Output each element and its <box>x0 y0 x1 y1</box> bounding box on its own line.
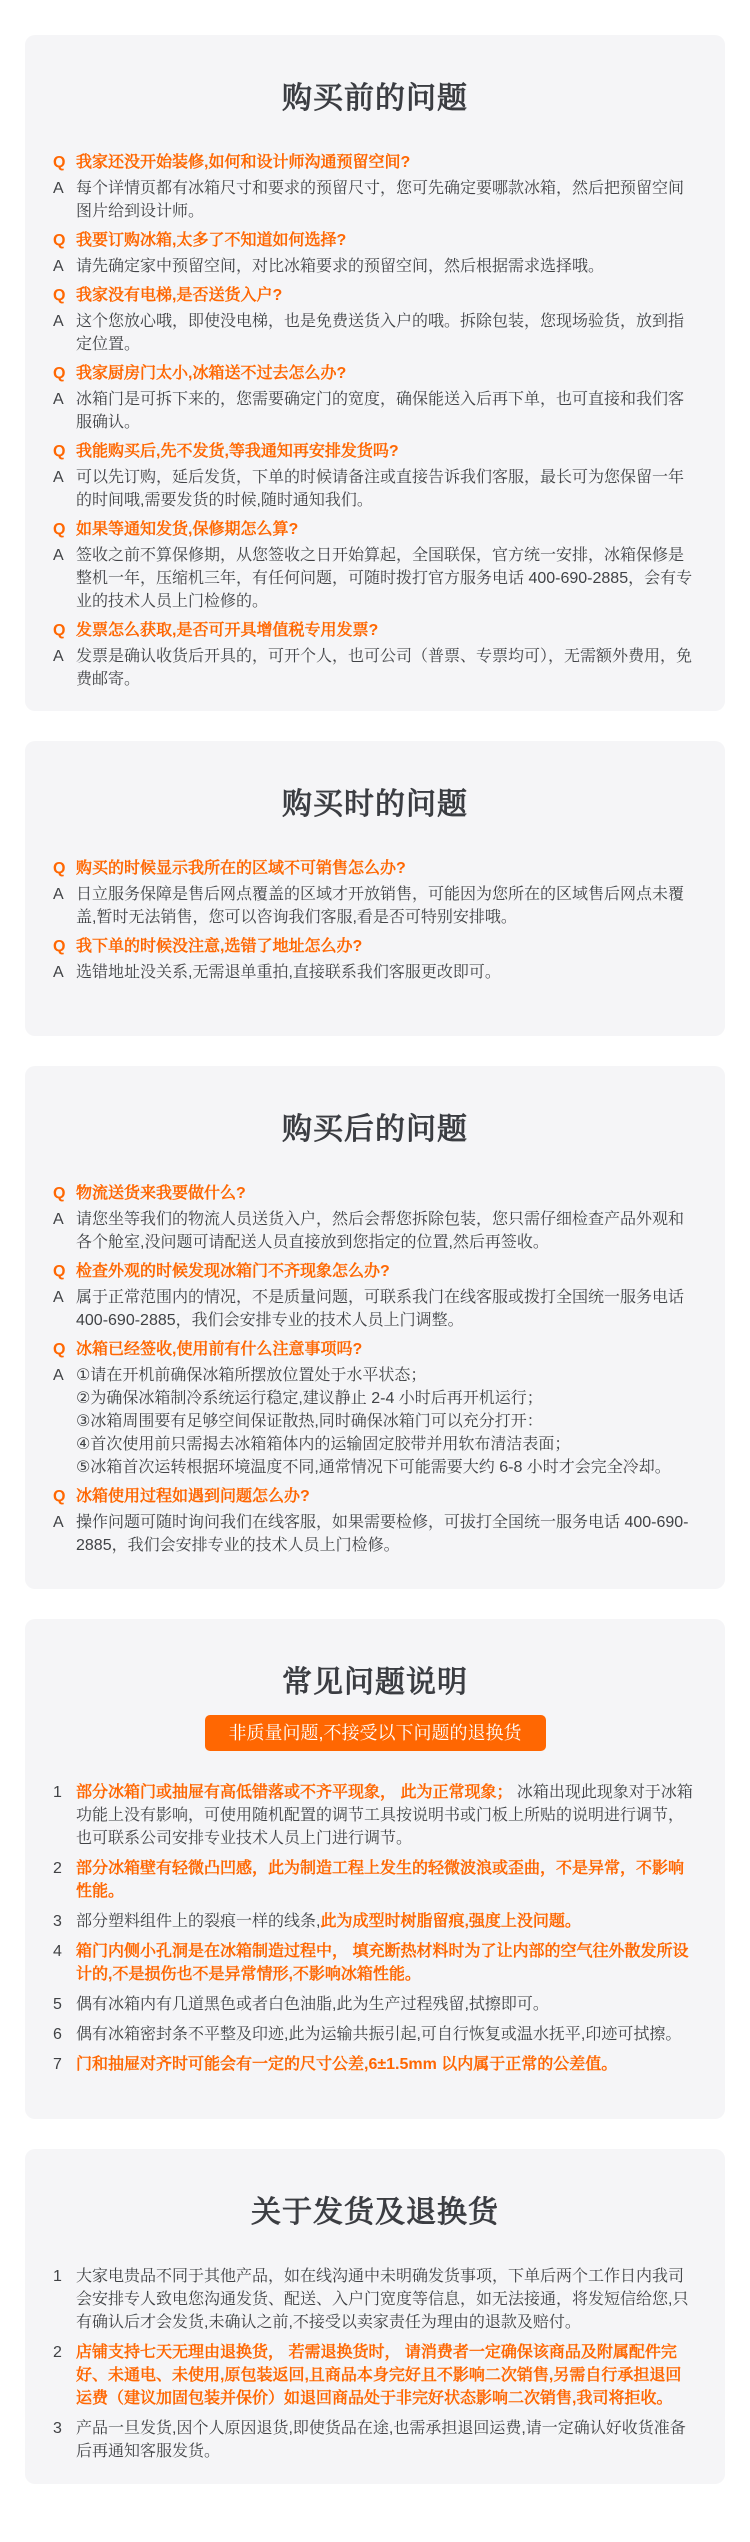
q-marker: Q <box>53 521 66 538</box>
faq-item <box>53 1338 697 1479</box>
item-text-highlight: 部分冰箱壁有轻微凸凹感，此为制造工程上发生的轻微波浪或歪曲，不是异常，不影响性能。 <box>76 1860 685 1900</box>
item-text <box>76 1940 697 1986</box>
a-marker: A <box>53 180 64 197</box>
question-text: 检查外观的时候发现冰箱门不齐现象怎么办? <box>76 1263 390 1280</box>
answer-line <box>53 1286 697 1332</box>
question-line <box>53 935 697 958</box>
question-text: 如果等通知发货,保修期怎么算? <box>76 521 299 538</box>
answer-line <box>53 544 697 613</box>
card-common-issue-notes <box>25 1619 725 2119</box>
a-marker: A <box>53 648 64 665</box>
q-marker: Q <box>53 1341 66 1358</box>
answer-text: 签收之前不算保修期，从您签收之日开始算起，全国联保，官方统一安排，冰箱保修是整机一年，压缩机三年，有任何问题，可随时拨打官方服务电话 400-690-2885，会有专业的技术人员上门检修的。 <box>76 547 693 610</box>
question-line <box>53 1182 697 1205</box>
item-text <box>76 2053 697 2076</box>
faq-item <box>53 619 697 691</box>
question-line <box>53 1338 697 1361</box>
answer-text: 选错地址没关系,无需退单重拍,直接联系我们客服更改即可。 <box>76 964 501 981</box>
item-text-normal: 部分塑料组件上的裂痕一样的线条, <box>76 1913 321 1930</box>
faq-item <box>53 1485 697 1557</box>
a-marker: A <box>53 313 64 330</box>
q-marker: Q <box>53 1263 66 1280</box>
answer-steps <box>76 1364 697 1479</box>
question-text: 发票怎么获取,是否可开具增值税专用发票? <box>76 622 379 639</box>
question-line <box>53 518 697 541</box>
q-marker: Q <box>53 1488 66 1505</box>
question-text: 购买的时候显示我所在的区域不可销售怎么办? <box>76 860 406 877</box>
answer-line <box>53 883 697 929</box>
question-text: 物流送货来我要做什么? <box>76 1185 246 1202</box>
question-line <box>53 619 697 642</box>
badge-row <box>53 1715 697 1751</box>
item-text <box>76 2023 697 2046</box>
answer-text: 请先确定家中预留空间，对比冰箱要求的预留空间，然后根据需求选择哦。 <box>76 258 605 275</box>
item-text-normal: 偶有冰箱内有几道黑色或者白色油脂,此为生产过程残留,拭擦即可。 <box>76 1996 549 2013</box>
q-marker: Q <box>53 622 66 639</box>
a-marker: A <box>53 1289 64 1306</box>
answer-line <box>53 1208 697 1254</box>
answer-line <box>53 466 697 512</box>
card-pre-purchase-questions <box>25 35 725 711</box>
section-title-pre-purchase: 购买前的问题 <box>282 82 468 115</box>
item-text-highlight: 部分冰箱门或抽屉有高低错落或不齐平现象， 此为正常现象； <box>76 1784 517 1801</box>
a-marker: A <box>53 469 64 486</box>
question-line <box>53 1485 697 1508</box>
non-quality-issue-badge: 非质量问题,不接受以下问题的退换货 <box>205 1715 546 1751</box>
answer-line <box>53 645 697 691</box>
a-marker: A <box>53 1514 64 1531</box>
item-text <box>76 2265 697 2334</box>
q-marker: Q <box>53 232 66 249</box>
a-marker: A <box>53 258 64 275</box>
a-marker: A <box>53 1211 64 1228</box>
question-line <box>53 151 697 174</box>
question-line <box>53 229 697 252</box>
answer-line <box>53 310 697 356</box>
q-marker: Q <box>53 154 66 171</box>
item-number: 5 <box>53 1996 62 2013</box>
list-item <box>53 1910 697 1933</box>
card-shipping-and-returns <box>25 2149 725 2484</box>
item-text <box>76 1993 697 2016</box>
q-marker: Q <box>53 860 66 877</box>
list-item <box>53 1781 697 1850</box>
item-text-highlight: 店铺支持七天无理由退换货， 若需退换货时， 请消费者一定确保该商品及附属配件完好、未通电、未使用,原包装返回,且商品本身完好且不影响二次销售,另需自行承担退回运费（建议加固包装并保价）如退回商品处于非完好状态影响二次销售,我司将拒收。 <box>76 2344 682 2407</box>
item-number: 1 <box>53 1784 62 1801</box>
section-title-shipping-returns: 关于发货及退换货 <box>251 2196 499 2229</box>
answer-text: 发票是确认收货后开具的，可开个人，也可公司（普票、专票均可），无需额外费用，免费邮寄。 <box>76 648 693 688</box>
q-marker: Q <box>53 1185 66 1202</box>
answer-text: 日立服务保障是售后网点覆盖的区域才开放销售，可能因为您所在的区域售后网点未覆盖,暂时无法销售，您可以咨询我们客服,看是否可特别安排哦。 <box>76 886 685 926</box>
question-line <box>53 362 697 385</box>
faq-item <box>53 440 697 512</box>
item-number: 7 <box>53 2056 62 2073</box>
item-text-normal: 冰箱出现此现象对于冰箱功能上没有影响，可使用随机配置的调节工具按说明书或门板上所贴的说明进行调节，也可联系公司安排专业技术人员上门进行调节。 <box>76 1784 693 1847</box>
faq-item <box>53 857 697 929</box>
item-text-highlight: 箱门内侧小孔洞是在冰箱制造过程中， 填充断热材料时为了让内部的空气往外散发所设计的,不是损伤也不是异常情形,不影响冰箱性能。 <box>76 1943 689 1983</box>
item-text <box>76 2417 697 2463</box>
faq-item <box>53 284 697 356</box>
answer-text: 每个详情页都有冰箱尺寸和要求的预留尺寸，您可先确定要哪款冰箱，然后把预留空间图片给到设计师。 <box>76 180 685 220</box>
section-title-common-issues: 常见问题说明 <box>282 1666 468 1699</box>
section-title-during-purchase: 购买时的问题 <box>282 788 468 821</box>
list-item <box>53 2265 697 2334</box>
answer-line <box>53 177 697 223</box>
question-text: 我家还没开始装修,如何和设计师沟通预留空间? <box>76 154 411 171</box>
faq-item <box>53 1182 697 1254</box>
card-during-purchase-questions <box>25 741 725 1036</box>
item-number: 3 <box>53 2420 62 2437</box>
list-item <box>53 2417 697 2463</box>
answer-line <box>53 388 697 434</box>
item-text-highlight: 此为成型时树脂留痕,强度上没问题。 <box>320 1913 581 1930</box>
item-number: 4 <box>53 1943 62 1960</box>
answer-step: ①请在开机前确保冰箱所摆放位置处于水平状态； <box>76 1367 427 1384</box>
answer-step: ⑤冰箱首次运转根据环境温度不同,通常情况下可能需要大约 6-8 小时才会完全冷却。 <box>76 1459 671 1476</box>
a-marker: A <box>53 886 64 903</box>
list-item <box>53 1940 697 1986</box>
question-line <box>53 1260 697 1283</box>
faq-item <box>53 229 697 278</box>
a-marker: A <box>53 547 64 564</box>
item-text <box>76 2341 697 2410</box>
question-line <box>53 440 697 463</box>
answer-line <box>53 255 697 278</box>
q-marker: Q <box>53 938 66 955</box>
question-text: 我能购买后,先不发货,等我通知再安排发货吗? <box>76 443 399 460</box>
answer-line <box>53 1511 697 1557</box>
item-text-normal: 大家电贵品不同于其他产品，如在线沟通中未明确发货事项，下单后两个工作日内我司会安排专人致电您沟通发货、配送、入户门宽度等信息，如无法接通，将发短信给您,只有确认后才会发货,未确认之前,不接受以卖家责任为理由的退款及赔付。 <box>76 2268 689 2331</box>
card-post-purchase-questions <box>25 1066 725 1589</box>
q-marker: Q <box>53 365 66 382</box>
item-text-normal: 产品一旦发货,因个人原因退货,即使货品在途,也需承担退回运费,请一定确认好收货准备后再通知客服发货。 <box>76 2420 686 2460</box>
answer-step: ②为确保冰箱制冷系统运行稳定,建议静止 2-4 小时后再开机运行； <box>76 1390 543 1407</box>
question-text: 我家没有电梯,是否送货入户? <box>76 287 283 304</box>
item-number: 3 <box>53 1913 62 1930</box>
a-marker: A <box>53 964 64 981</box>
item-number: 2 <box>53 2344 62 2361</box>
faq-item <box>53 151 697 223</box>
item-text <box>76 1857 697 1903</box>
list-item <box>53 2341 697 2410</box>
item-text-normal: 偶有冰箱密封条不平整及印迹,此为运输共振引起,可自行恢复或温水抚平,印迹可拭擦。 <box>76 2026 682 2043</box>
answer-step: ③冰箱周围要有足够空间保证散热,同时确保冰箱门可以充分打开： <box>76 1413 543 1430</box>
item-number: 2 <box>53 1860 62 1877</box>
question-text: 我家厨房门太小,冰箱送不过去怎么办? <box>76 365 347 382</box>
section-title-post-purchase: 购买后的问题 <box>282 1113 468 1146</box>
faq-item <box>53 518 697 613</box>
answer-text: 可以先订购，延后发货，下单的时候请备注或直接告诉我们客服，最长可为您保留一年的时间哦,需要发货的时候,随时通知我们。 <box>76 469 685 509</box>
item-text <box>76 1910 697 1933</box>
question-line <box>53 284 697 307</box>
list-item <box>53 2023 697 2046</box>
answer-line <box>53 961 697 984</box>
a-marker: A <box>53 1367 64 1384</box>
answer-text: 属于正常范围内的情况，不是质量问题，可联系我门在线客服或拨打全国统一服务电话 400-690-2885，我们会安排专业的技术人员上门调整。 <box>76 1289 685 1329</box>
answer-text: 这个您放心哦，即使没电梯，也是免费送货入户的哦。拆除包装，您现场验货，放到指定位置。 <box>76 313 685 353</box>
item-number: 6 <box>53 2026 62 2043</box>
faq-item <box>53 935 697 984</box>
question-text: 我要订购冰箱,太多了不知道如何选择? <box>76 232 347 249</box>
q-marker: Q <box>53 443 66 460</box>
faq-item <box>53 1260 697 1332</box>
answer-text: 冰箱门是可拆下来的，您需要确定门的宽度，确保能送入后再下单，也可直接和我们客服确认。 <box>76 391 685 431</box>
faq-item <box>53 362 697 434</box>
item-number: 1 <box>53 2268 62 2285</box>
question-text: 我下单的时候没注意,选错了地址怎么办? <box>76 938 363 955</box>
list-item <box>53 1993 697 2016</box>
list-item <box>53 2053 697 2076</box>
answer-text: 操作问题可随时询问我们在线客服，如果需要检修，可拔打全国统一服务电话 400-690-2885，我们会安排专业的技术人员上门检修。 <box>76 1514 689 1554</box>
item-text <box>76 1781 697 1850</box>
item-text-highlight: 门和抽屉对齐时可能会有一定的尺寸公差,6±1.5mm 以内属于正常的公差值。 <box>76 2056 618 2073</box>
q-marker: Q <box>53 287 66 304</box>
answer-text: 请您坐等我们的物流人员送货入户，然后会帮您拆除包装，您只需仔细检查产品外观和各个舱室,没问题可请配送人员直接放到您指定的位置,然后再签收。 <box>76 1211 685 1251</box>
answer-step: ④首次使用前只需揭去冰箱箱体内的运输固定胶带并用软布清洁表面； <box>76 1436 571 1453</box>
answer-line <box>53 1364 697 1479</box>
a-marker: A <box>53 391 64 408</box>
question-line <box>53 857 697 880</box>
question-text: 冰箱已经签收,使用前有什么注意事项吗? <box>76 1341 363 1358</box>
question-text: 冰箱使用过程如遇到问题怎么办? <box>76 1488 310 1505</box>
list-item <box>53 1857 697 1903</box>
